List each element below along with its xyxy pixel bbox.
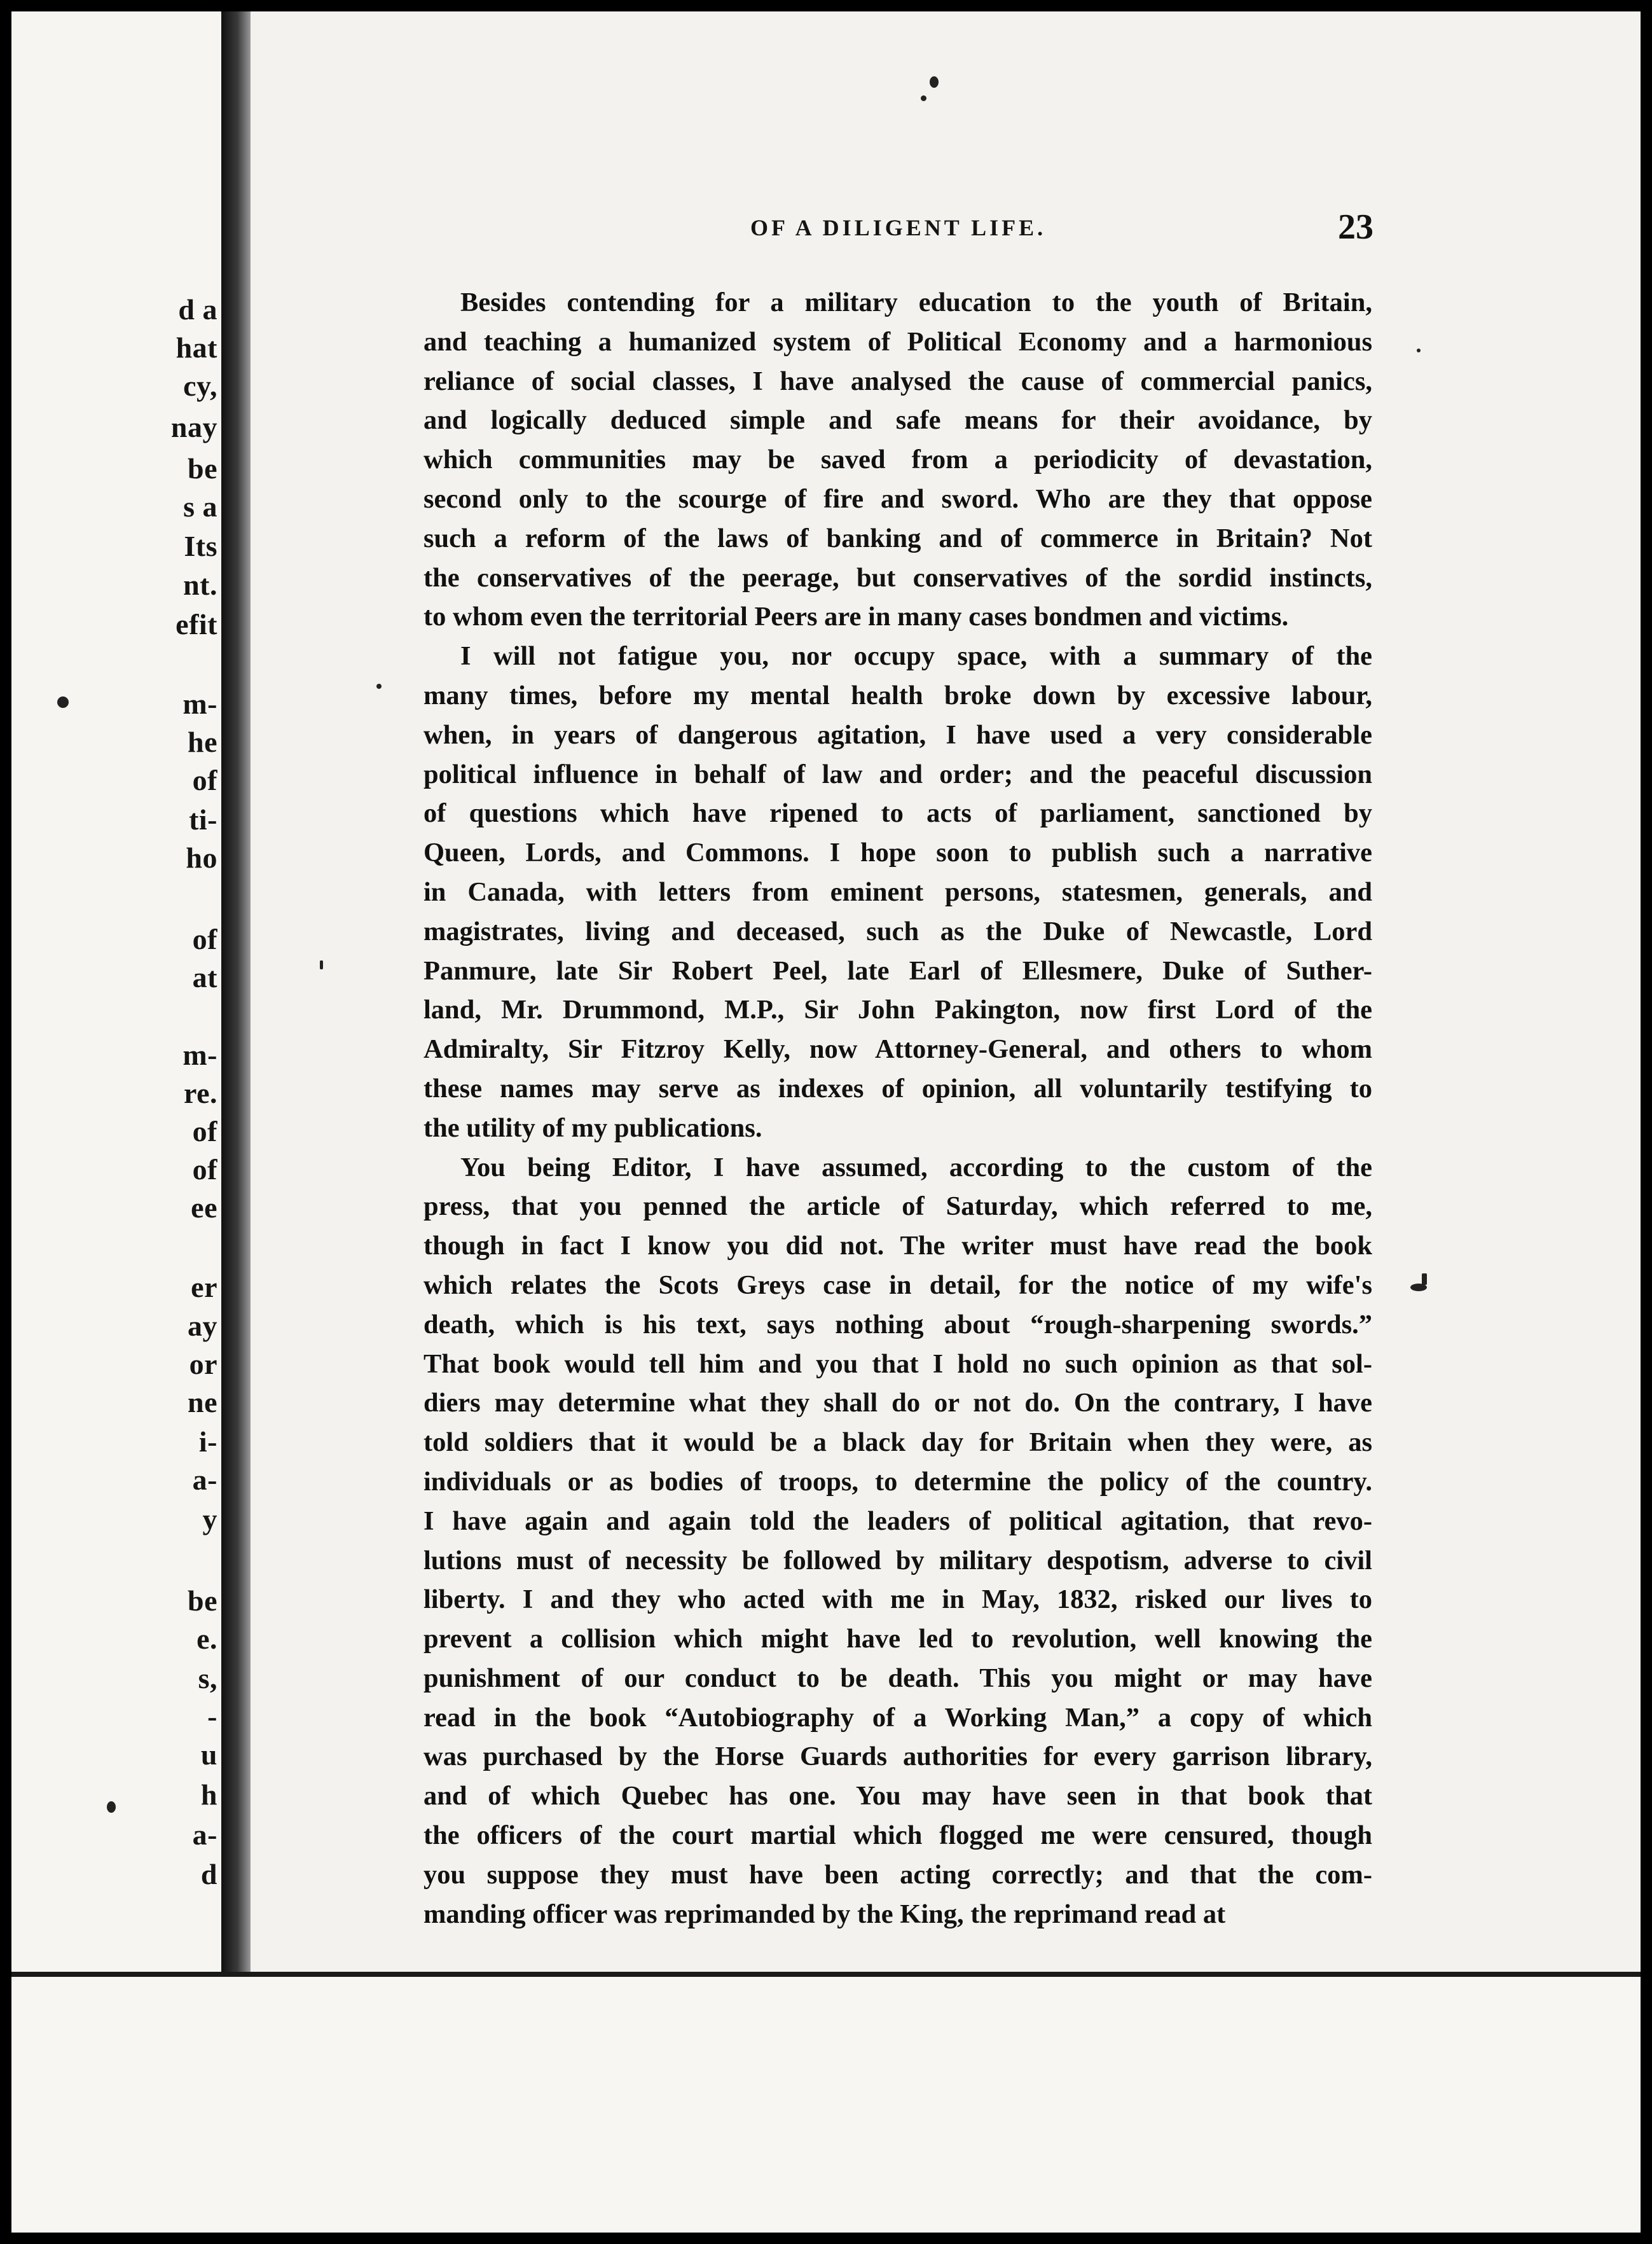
facing-page-fragment: d a — [178, 293, 217, 326]
text-line: the officers of the court martial which flogged me were censured, though — [423, 1820, 1372, 1851]
facing-page-fragment: hat — [176, 331, 217, 364]
scan-speck — [57, 696, 69, 708]
text-line: death, which is his text, says nothing about “rough-sharpening swords.” — [423, 1309, 1372, 1340]
facing-page-fragment: m- — [182, 1039, 217, 1071]
facing-page-fragment: nt. — [183, 569, 217, 601]
text-line: reliance of social classes, I have analysed the cause of commercial panics, — [423, 366, 1372, 396]
facing-page-fragment: ho — [186, 842, 217, 874]
running-head: OF A DILIGENT LIFE. — [750, 215, 1047, 240]
text-line: political influence in behalf of law and order; and the peaceful discussion — [423, 759, 1372, 789]
page-header — [407, 207, 1373, 251]
facing-page-fragment: of — [192, 1153, 217, 1186]
text-line: liberty. I and they who acted with me in May, 1832, risked our lives to — [423, 1584, 1372, 1615]
facing-page-fragment: nay — [170, 411, 217, 443]
facing-page-edge — [11, 11, 221, 2233]
facing-page-fragment: a- — [192, 1464, 217, 1496]
text-line: You being Editor, I have assumed, according to the custom of the — [460, 1152, 1372, 1182]
text-line: the utility of my publications. — [423, 1112, 762, 1143]
text-line: in Canada, with letters from eminent persons, statesmen, generals, and — [423, 876, 1372, 907]
text-line: was purchased by the Horse Guards authorities for every garrison library, — [423, 1742, 1372, 1772]
text-line: manding officer was reprimanded by the King, the reprimand read at — [423, 1899, 1226, 1929]
facing-page-fragment: s a — [183, 490, 217, 523]
text-line: of questions which have ripened to acts of parliament, sanctioned by — [423, 798, 1372, 829]
facing-page-fragment: he — [188, 726, 217, 758]
facing-page-fragment: y — [202, 1503, 217, 1535]
facing-page-fragment: e. — [196, 1623, 217, 1655]
facing-page-fragment: u — [200, 1738, 217, 1771]
facing-page-fragment: ti- — [189, 803, 217, 836]
text-line: diers may determine what they shall do or not do. On the contrary, I have — [423, 1388, 1372, 1418]
scan-speck — [921, 95, 926, 101]
text-line: to whom even the territorial Peers are in many cases bondmen and victims. — [423, 602, 1289, 632]
text-line: That book would tell him and you that I hold no such opinion as that sol- — [423, 1348, 1372, 1379]
text-line: told soldiers that it would be a black day for Britain when they were, as — [423, 1427, 1372, 1458]
scan-speck — [376, 684, 382, 689]
text-line: and of which Quebec has one. You may have seen in that book that — [423, 1781, 1372, 1811]
text-line: though in fact I know you did not. The writer must have read the book — [423, 1231, 1372, 1261]
page-number: 23 — [1338, 207, 1373, 247]
facing-page-fragment: of — [192, 1115, 217, 1147]
text-line: press, that you penned the article of Saturday, which referred to me, — [423, 1191, 1372, 1222]
scan-speck — [930, 76, 939, 88]
text-line: the conservatives of the peerage, but conservatives of the sordid instincts, — [423, 562, 1372, 593]
scan-speck — [1417, 349, 1421, 352]
text-line: and teaching a humanized system of Political Economy and a harmonious — [423, 326, 1372, 357]
text-line: which relates the Scots Greys case in detail, for the notice of my wife's — [423, 1270, 1372, 1300]
text-line: Panmure, late Sir Robert Peel, late Earl of Ellesmere, Duke of Suther- — [423, 955, 1372, 986]
paragraph — [423, 283, 1372, 637]
text-line: individuals or as bodies of troops, to determine the policy of the country. — [423, 1466, 1372, 1497]
facing-page-fragment: re. — [183, 1077, 217, 1109]
facing-page-fragment: a- — [192, 1818, 217, 1851]
paragraph — [423, 1148, 1372, 1934]
facing-page-fragment: ne — [188, 1386, 217, 1418]
text-line: such a reform of the laws of banking and of commerce in Britain? Not — [423, 523, 1372, 553]
facing-page-fragment: or — [189, 1348, 217, 1380]
facing-page-fragment: i- — [198, 1425, 217, 1458]
text-line: prevent a collision which might have led to revolution, well knowing the — [423, 1624, 1372, 1654]
facing-page-fragment: ay — [188, 1310, 217, 1342]
text-line: I have again and again told the leaders of political agitation, that revo- — [423, 1506, 1372, 1536]
facing-page-fragment: of — [192, 923, 217, 955]
facing-page-fragment: be — [188, 1584, 217, 1617]
text-line: many times, before my mental health broke down by excessive labour, — [423, 680, 1372, 710]
scan-speck — [320, 960, 323, 969]
text-line: Besides contending for a military education to the youth of Britain, — [460, 287, 1372, 317]
facing-page-fragment: h — [200, 1778, 217, 1811]
facing-page-fragment: cy, — [183, 370, 217, 402]
text-line: when, in years of dangerous agitation, I have used a very considerable — [423, 719, 1372, 750]
text-line: magistrates, living and deceased, such as the Duke of Newcastle, Lord — [423, 916, 1372, 946]
facing-page-fragment: d — [200, 1858, 217, 1890]
text-line: which communities may be saved from a periodicity of devastation, — [423, 445, 1372, 475]
facing-page-fragment: Its — [184, 530, 217, 562]
text-line: second only to the scourge of fire and sword. Who are they that oppose — [423, 483, 1372, 514]
facing-page-fragment: ee — [191, 1191, 217, 1224]
facing-page-fragment: efit — [176, 608, 217, 641]
facing-page-fragment: of — [192, 764, 217, 796]
facing-page-fragment: m- — [182, 688, 217, 720]
facing-page-fragment: s, — [198, 1662, 217, 1694]
facing-page-fragment: er — [191, 1271, 217, 1303]
text-line: lutions must of necessity be followed by military despotism, adverse to civil — [423, 1545, 1372, 1576]
text-line: Admiralty, Sir Fitzroy Kelly, now Attorney-General, and others to whom — [423, 1034, 1372, 1065]
text-line: you suppose they must have been acting correctly; and that the com- — [423, 1859, 1372, 1890]
text-line: punishment of our conduct to be death. This you might or may have — [423, 1663, 1372, 1693]
text-line: Queen, Lords, and Commons. I hope soon to publish such a narrative — [423, 838, 1372, 868]
bottom-margin — [11, 1977, 1641, 2233]
facing-page-fragment: - — [207, 1700, 217, 1733]
facing-page-fragment: at — [192, 961, 217, 994]
text-line: I will not fatigue you, nor occupy space, with a summary of the — [460, 641, 1372, 672]
facing-page-fragment: be — [188, 452, 217, 485]
text-line: and logically deduced simple and safe means for their avoidance, by — [423, 405, 1372, 436]
text-line: land, Mr. Drummond, M.P., Sir John Pakington, now first Lord of the — [423, 995, 1372, 1025]
text-line: read in the book “Autobiography of a Working Man,” a copy of which — [423, 1702, 1372, 1733]
text-line: these names may serve as indexes of opinion, all voluntarily testifying to — [423, 1073, 1372, 1104]
bottom-rule — [11, 1972, 1641, 1977]
paragraph — [423, 637, 1372, 1147]
scan-speck — [107, 1801, 116, 1813]
book-gutter — [221, 11, 251, 1974]
scan-speck — [1422, 1273, 1427, 1285]
body-text — [423, 283, 1372, 1934]
